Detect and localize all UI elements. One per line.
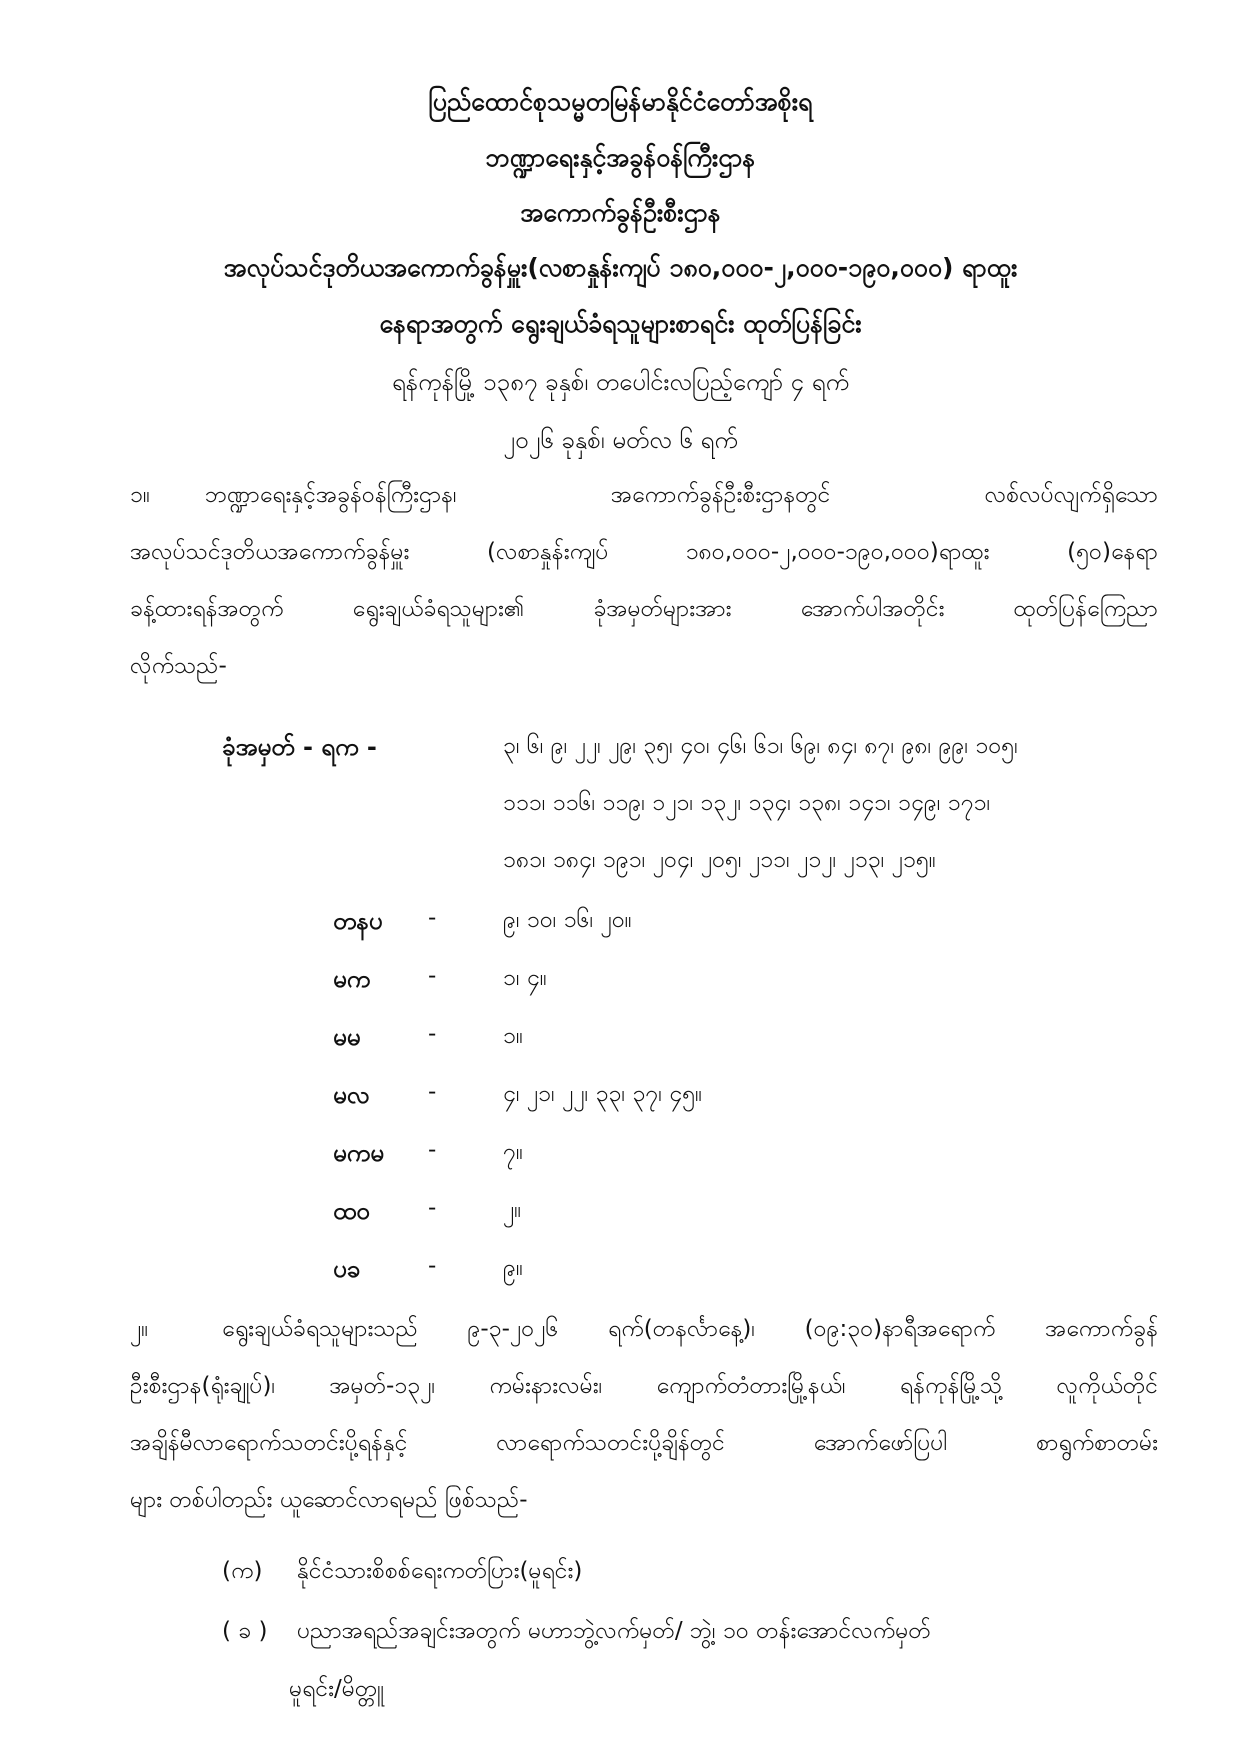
roll-main-numbers-1: ၃၊ ၆၊ ၉၊ ၂၂၊ ၂၉၊ ၃၅၊ ၄၀၊ ၄၆၊ ၆၁၊ ၆၉၊ ၈၄၊ ၈၇၊ ၉၈၊ ၉၉၊ ၁၀၅၊ [503, 733, 1018, 759]
roll-numbers-pakha: ၉။ [503, 1255, 523, 1281]
header-department: အကောက်ခွန်ဦးစီးဌာန [520, 198, 721, 227]
item-kha-text: ပညာအရည်အချင်းအတွက် မဟာဘွဲ့လက်မှတ်/ ဘွဲ့၊ ၁၀ တန်းအောင်လက်မှတ် [297, 1618, 931, 1644]
date-myanmar: ရန်ကုန်မြို့ ၁၃၈၇ ခုနှစ်၊ တပေါင်းလပြည့်ကျော် ၄ ရက် [391, 368, 850, 396]
date-gregorian: ၂၀၂၆ ခုနှစ်၊ မတ်လ ၆ ရက် [503, 426, 738, 454]
roll-main-numbers-2: ၁၁၁၊ ၁၁၆၊ ၁၁၉၊ ၁၂၁၊ ၁၃၂၊ ၁၃၄၊ ၁၃၈၊ ၁၄၁၊ ၁၄၉၊ ၁၇၁၊ [503, 790, 991, 816]
para2-line3: အချိန်မီလာရောက်သတင်းပို့ရန်နှင့် လာရောက်သတင်းပို့ချိန်တွင် အောက်ဖော်ပြပါ စာရွက်စာတမ်း [130, 1430, 1158, 1456]
roll-main-label: ခုံအမှတ် - ရက - [222, 733, 377, 761]
header-government: ပြည်ထောင်စုသမ္မတမြန်မာနိုင်ငံတော်အစိုးရ [428, 87, 813, 116]
roll-dash: - [428, 1253, 437, 1279]
header-title-line1: အလုပ်သင်ဒုတိယအကောက်ခွန်မှူး(လစာနှုန်းကျပ် ၁၈၀,၀၀၀-၂,၀၀၀-၁၉၀,၀၀၀) ရာထူး [223, 253, 1018, 282]
para1-line2: အလုပ်သင်ဒုတိယအကောက်ခွန်မှူး (လစာနှုန်းကျပ် ၁၈၀,၀၀၀-၂,၀၀၀-၁၉၀,၀၀၀)ရာထူး (၅၀)နေရာ [130, 539, 1158, 565]
roll-numbers-mala: ၄၊ ၂၁၊ ၂၂၊ ၃၃၊ ၃၇၊ ၄၅။ [503, 1081, 703, 1107]
header-title-line2: နေရာအတွက် ရွေးချယ်ခံရသူများစာရင်း ထုတ်ပြန်ခြင်း [379, 309, 862, 338]
roll-label-pakha: ပခ [333, 1255, 361, 1283]
roll-dash: - [428, 1021, 437, 1047]
roll-label-mala: မလ [333, 1081, 370, 1109]
roll-label-mama: မမ [333, 1023, 361, 1051]
roll-numbers-tanapa: ၉၊ ၁၀၊ ၁၆၊ ၂၀။ [503, 907, 632, 933]
roll-label-tanapa: တနပ [333, 907, 383, 935]
para1-line4: လိုက်သည်- [130, 653, 227, 679]
para2-number: ၂။ [130, 1316, 149, 1342]
roll-dash: - [428, 1137, 437, 1163]
para2-line4: များ တစ်ပါတည်း ယူဆောင်လာရမည် ဖြစ်သည်- [130, 1487, 528, 1513]
para2-line1: ရွေးချယ်ခံရသူများသည် ၉-၃-၂၀၂၆ ရက်(တနင်္လာနေ့)၊ (၀၉:၃၀)နာရီအရောက် အကောက်ခွန် [222, 1316, 1158, 1342]
roll-dash: - [428, 963, 437, 989]
para1-line1: ဘဏ္ဍာရေးနှင့်အခွန်ဝန်ကြီးဌာန၊ အကောက်ခွန်ဦးစီးဌာနတွင် လစ်လပ်လျက်ရှိသော [205, 482, 1158, 508]
roll-label-maka: မက [333, 965, 371, 993]
header-ministry: ဘဏ္ဍာရေးနှင့်အခွန်ဝန်ကြီးဌာန [485, 143, 756, 172]
roll-numbers-mama: ၁။ [503, 1023, 523, 1049]
para1-line3: ခန့်ထားရန်အတွက် ရွေးချယ်ခံရသူများ၏ ခုံအမှတ်များအား အောက်ပါအတိုင်း ထုတ်ပြန်ကြေညာ [130, 596, 1158, 622]
roll-dash: - [428, 1079, 437, 1105]
item-kha-text-continued: မူရင်း/မိတ္တူ [289, 1676, 384, 1702]
roll-numbers-hta-wa: ၂။ [503, 1197, 522, 1223]
item-ka-text: နိုင်ငံသားစိစစ်ရေးကတ်ပြား(မူရင်း) [297, 1558, 583, 1584]
para2-line2: ဦးစီးဌာန(ရုံးချုပ်)၊ အမှတ်-၁၃၂၊ ကမ်းနားလမ်း၊ ကျောက်တံတားမြို့နယ်၊ ရန်ကုန်မြို့သို့ လူကိုယ်တိုင် [130, 1373, 1158, 1399]
item-kha-mark: ( ခ ) [222, 1618, 268, 1644]
roll-label-makama: မကမ [333, 1139, 384, 1167]
para1-number: ၁။ [130, 482, 150, 508]
roll-dash: - [428, 905, 437, 931]
roll-label-hta-wa: ထဝ [333, 1197, 370, 1225]
item-ka-mark: (က) [222, 1558, 263, 1584]
roll-numbers-maka: ၁၊ ၄။ [503, 965, 547, 991]
roll-main-numbers-3: ၁၈၁၊ ၁၈၄၊ ၁၉၁၊ ၂၀၄၊ ၂၀၅၊ ၂၁၁၊ ၂၁၂၊ ၂၁၃၊ ၂၁၅။ [503, 847, 936, 873]
roll-numbers-makama: ၇။ [503, 1139, 523, 1165]
roll-dash: - [428, 1195, 437, 1221]
